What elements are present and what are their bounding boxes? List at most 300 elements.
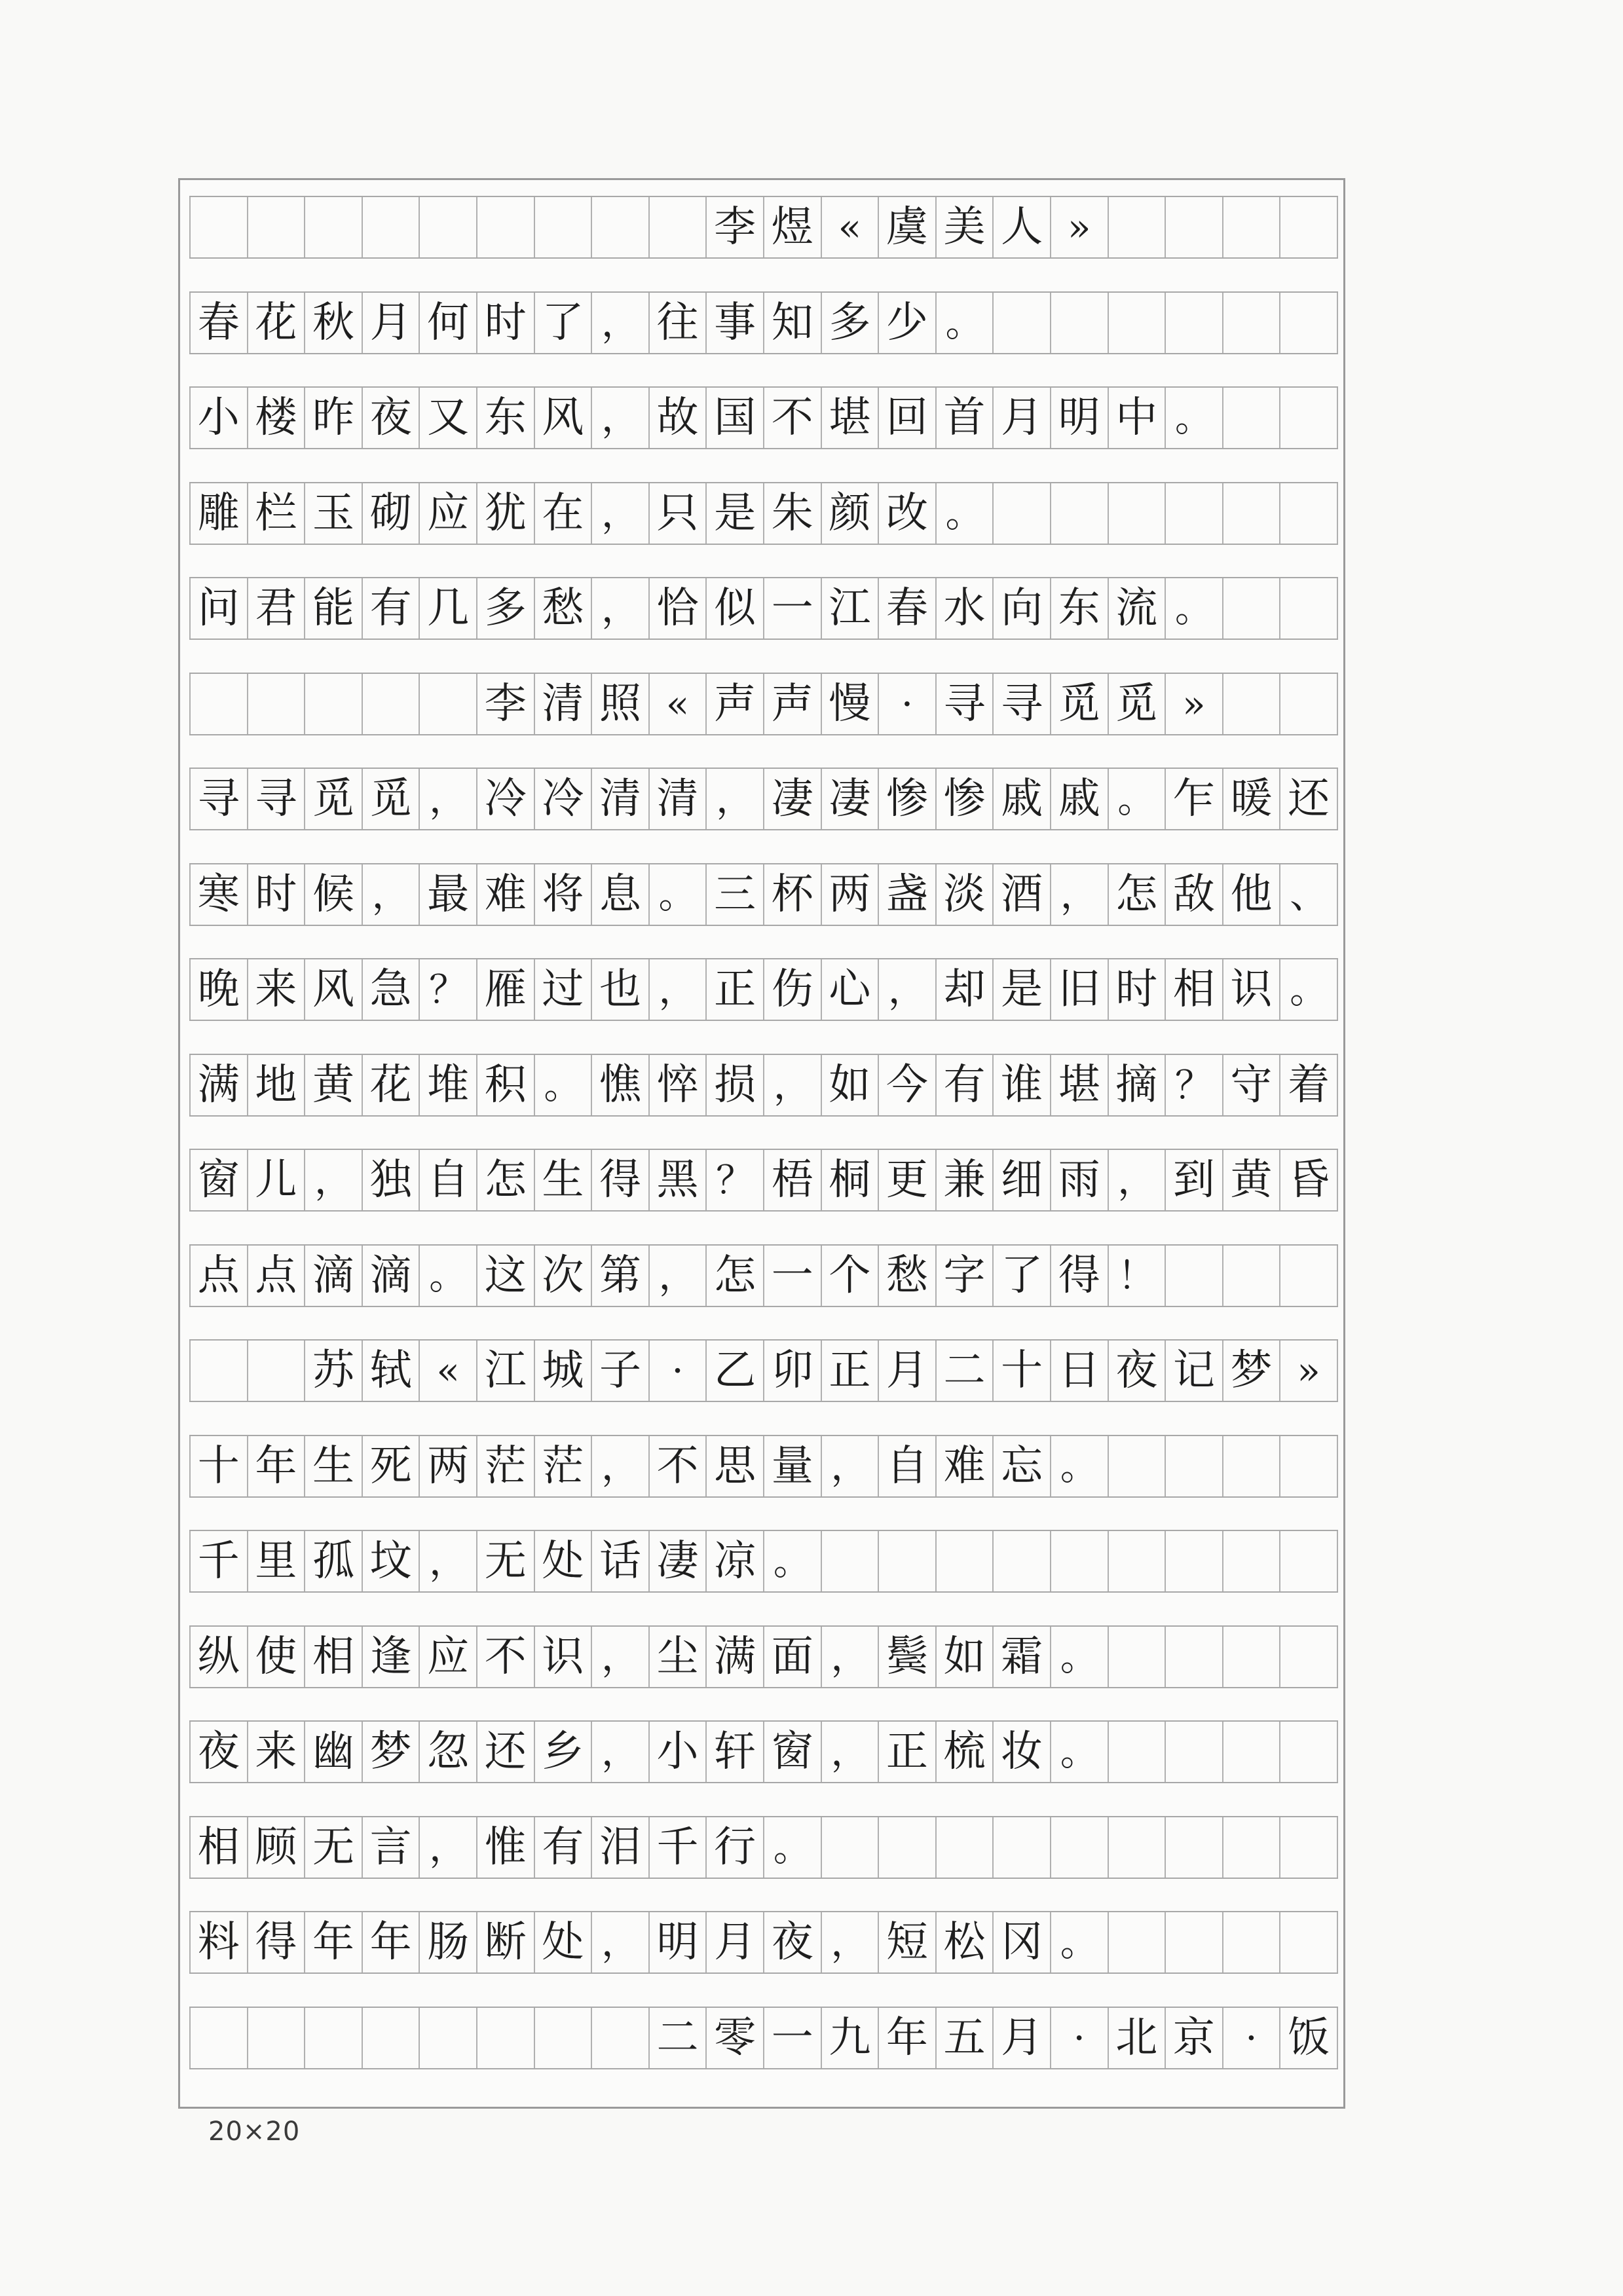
grid-cell <box>1108 1912 1165 1972</box>
poem-line-row <box>189 1720 1338 1783</box>
grid-cell <box>992 483 1050 544</box>
grid-cell: 苏 <box>304 1341 362 1401</box>
grid-cell: 小 <box>648 1722 706 1782</box>
grid-cell: 事 <box>705 293 763 353</box>
grid-cell: 肠 <box>419 1912 476 1972</box>
grid-cell: 生 <box>534 1150 591 1210</box>
grid-cell <box>1279 578 1338 639</box>
grid-cell <box>1222 1436 1280 1496</box>
grid-cell: 年 <box>247 1436 305 1496</box>
grid-cell: 自 <box>878 1436 935 1496</box>
grid-cell: 虞 <box>878 197 935 257</box>
grid-cell: 北 <box>1108 2008 1165 2068</box>
grid-cell: · <box>878 674 935 734</box>
grid-cell <box>992 293 1050 353</box>
grid-cell: 是 <box>992 959 1050 1020</box>
grid-cell: 又 <box>419 388 476 448</box>
poem-line-row <box>189 386 1338 449</box>
grid-cell: 话 <box>591 1531 648 1591</box>
poem-line-row <box>189 1435 1338 1498</box>
grid-cell <box>1165 1722 1222 1782</box>
grid-cell: 。 <box>1108 769 1165 829</box>
grid-cell: 九 <box>821 2008 878 2068</box>
grid-cell <box>878 1817 935 1878</box>
grid-cell: ， <box>1050 864 1108 925</box>
grid-cell: 一 <box>763 1246 821 1306</box>
grid-cell: 月 <box>362 293 419 353</box>
grid-cell <box>247 674 305 734</box>
grid-cell: 着 <box>1279 1055 1338 1115</box>
grid-cell: 千 <box>189 1531 247 1591</box>
grid-cell: ， <box>591 1627 648 1687</box>
grid-cell <box>1222 1627 1280 1687</box>
grid-cell: 言 <box>362 1817 419 1878</box>
grid-cell: 京 <box>1165 2008 1222 2068</box>
grid-cell <box>1222 388 1280 448</box>
grid-cell: 夜 <box>189 1722 247 1782</box>
grid-cell: 觅 <box>362 769 419 829</box>
grid-cell: 觅 <box>1050 674 1108 734</box>
grid-cell: 故 <box>648 388 706 448</box>
grid-cell: 也 <box>591 959 648 1020</box>
grid-cell <box>189 2008 247 2068</box>
grid-size-label: 20×20 <box>208 2117 301 2147</box>
grid-cell: 更 <box>878 1150 935 1210</box>
grid-cell <box>648 197 706 257</box>
grid-cell: 雕 <box>189 483 247 544</box>
grid-cell: 东 <box>476 388 534 448</box>
grid-cell: 损 <box>705 1055 763 1115</box>
grid-writing-sheet <box>178 178 1345 2109</box>
grid-cell: 冷 <box>534 769 591 829</box>
grid-cell: 时 <box>476 293 534 353</box>
grid-cell <box>992 1531 1050 1591</box>
grid-cell: 寻 <box>189 769 247 829</box>
grid-cell: ， <box>591 1722 648 1782</box>
grid-cell: 多 <box>476 578 534 639</box>
grid-cell <box>1279 1246 1338 1306</box>
grid-cell: 慢 <box>821 674 878 734</box>
grid-cell: 不 <box>763 388 821 448</box>
grid-cell: 敌 <box>1165 864 1222 925</box>
grid-cell: 二 <box>935 1341 993 1401</box>
grid-cell: 悴 <box>648 1055 706 1115</box>
grid-cell <box>1165 1246 1222 1306</box>
grid-cell: 今 <box>878 1055 935 1115</box>
grid-cell <box>476 197 534 257</box>
grid-cell <box>247 1341 305 1401</box>
grid-cell: 处 <box>534 1531 591 1591</box>
poem-title-row <box>189 1339 1338 1402</box>
grid-cell: ， <box>419 769 476 829</box>
grid-cell: 花 <box>247 293 305 353</box>
grid-cell: 昏 <box>1279 1150 1338 1210</box>
grid-cell <box>534 197 591 257</box>
grid-cell: 梳 <box>935 1722 993 1782</box>
grid-cell: 得 <box>247 1912 305 1972</box>
grid-cell <box>1279 1912 1338 1972</box>
grid-cell <box>1222 197 1280 257</box>
grid-cell: 凄 <box>648 1531 706 1591</box>
grid-cell: 凉 <box>705 1531 763 1591</box>
grid-cell: 流 <box>1108 578 1165 639</box>
grid-cell: 风 <box>534 388 591 448</box>
grid-cell <box>935 1531 993 1591</box>
grid-cell: 息 <box>591 864 648 925</box>
grid-cell: 幽 <box>304 1722 362 1782</box>
grid-cell: 。 <box>534 1055 591 1115</box>
grid-cell: 正 <box>821 1341 878 1401</box>
grid-cell: 秋 <box>304 293 362 353</box>
grid-cell: 恰 <box>648 578 706 639</box>
grid-cell: 寻 <box>247 769 305 829</box>
grid-cell <box>1222 293 1280 353</box>
grid-cell: 觅 <box>304 769 362 829</box>
grid-cell: 杯 <box>763 864 821 925</box>
poem-line-row <box>189 482 1338 545</box>
grid-cell <box>1222 1722 1280 1782</box>
grid-cell: ， <box>705 769 763 829</box>
grid-cell: 得 <box>1050 1246 1108 1306</box>
grid-cell <box>1165 1531 1222 1591</box>
grid-cell: 寻 <box>935 674 993 734</box>
grid-cell: ， <box>821 1912 878 1972</box>
grid-cell: 滴 <box>362 1246 419 1306</box>
grid-cell: ， <box>419 1531 476 1591</box>
grid-cell: 是 <box>705 483 763 544</box>
grid-cell: 次 <box>534 1246 591 1306</box>
grid-cell: 十 <box>992 1341 1050 1401</box>
grid-cell: ， <box>591 1912 648 1972</box>
grid-cell: 时 <box>1108 959 1165 1020</box>
grid-cell: · <box>648 1341 706 1401</box>
grid-cell: 个 <box>821 1246 878 1306</box>
grid-cell: 十 <box>189 1436 247 1496</box>
grid-cell <box>1222 1912 1280 1972</box>
grid-cell: 月 <box>878 1341 935 1401</box>
grid-cell: 细 <box>992 1150 1050 1210</box>
grid-cell: 愁 <box>534 578 591 639</box>
grid-cell: 寒 <box>189 864 247 925</box>
grid-cell: 一 <box>763 578 821 639</box>
grid-cell: 似 <box>705 578 763 639</box>
grid-cell: 。 <box>1165 388 1222 448</box>
grid-cell: 愁 <box>878 1246 935 1306</box>
grid-cell: ， <box>878 959 935 1020</box>
grid-cell <box>1165 1817 1222 1878</box>
grid-cell: ！ <box>1108 1246 1165 1306</box>
grid-cell <box>1108 293 1165 353</box>
grid-cell <box>1050 1531 1108 1591</box>
grid-cell <box>821 1531 878 1591</box>
grid-cell: 守 <box>1222 1055 1280 1115</box>
grid-cell: 向 <box>992 578 1050 639</box>
grid-cell <box>1165 483 1222 544</box>
grid-cell: 字 <box>935 1246 993 1306</box>
grid-cell <box>1279 483 1338 544</box>
grid-cell: 千 <box>648 1817 706 1878</box>
grid-cell: ， <box>304 1150 362 1210</box>
grid-cell <box>1279 1436 1338 1496</box>
grid-cell: 轼 <box>362 1341 419 1401</box>
grid-cell: 春 <box>189 293 247 353</box>
grid-cell: 堆 <box>419 1055 476 1115</box>
grid-cell: 了 <box>992 1246 1050 1306</box>
grid-cell <box>821 1817 878 1878</box>
grid-cell: 来 <box>247 1722 305 1782</box>
grid-cell: 正 <box>705 959 763 1020</box>
poem-line-row <box>189 863 1338 926</box>
grid-cell: ？ <box>1165 1055 1222 1115</box>
grid-cell: ， <box>591 388 648 448</box>
grid-cell: 满 <box>705 1627 763 1687</box>
grid-cell <box>362 674 419 734</box>
grid-cell <box>419 197 476 257</box>
grid-cell: 几 <box>419 578 476 639</box>
grid-cell: 。 <box>648 864 706 925</box>
grid-cell <box>189 1341 247 1401</box>
grid-cell <box>1279 1817 1338 1878</box>
poem-line-row <box>189 1054 1338 1117</box>
grid-cell: 年 <box>362 1912 419 1972</box>
grid-cell: 少 <box>878 293 935 353</box>
grid-cell: 处 <box>534 1912 591 1972</box>
grid-cell: 。 <box>1050 1436 1108 1496</box>
grid-cell: ， <box>591 293 648 353</box>
grid-cell: 还 <box>476 1722 534 1782</box>
grid-cell: 断 <box>476 1912 534 1972</box>
grid-cell <box>1279 197 1338 257</box>
grid-cell: 李 <box>476 674 534 734</box>
grid-cell: 颜 <box>821 483 878 544</box>
grid-cell: 五 <box>935 2008 993 2068</box>
grid-cell: 。 <box>1279 959 1338 1020</box>
grid-cell: 清 <box>534 674 591 734</box>
grid-cell: 正 <box>878 1722 935 1782</box>
grid-cell: 难 <box>935 1436 993 1496</box>
grid-cell: 江 <box>821 578 878 639</box>
grid-cell: 凄 <box>821 769 878 829</box>
grid-cell: 三 <box>705 864 763 925</box>
grid-cell: 尘 <box>648 1627 706 1687</box>
grid-cell: 短 <box>878 1912 935 1972</box>
poem-line-row <box>189 1530 1338 1593</box>
grid-cell: » <box>1165 674 1222 734</box>
grid-cell: ， <box>821 1722 878 1782</box>
grid-cell <box>1108 1722 1165 1782</box>
grid-cell: ？ <box>705 1150 763 1210</box>
grid-cell: 楼 <box>247 388 305 448</box>
grid-cell: 江 <box>476 1341 534 1401</box>
grid-cell: 自 <box>419 1150 476 1210</box>
grid-cell: 相 <box>1165 959 1222 1020</box>
grid-cell: 应 <box>419 1627 476 1687</box>
grid-cell: 问 <box>189 578 247 639</box>
grid-cell: 犹 <box>476 483 534 544</box>
grid-cell: 急 <box>362 959 419 1020</box>
grid-cell: 能 <box>304 578 362 639</box>
grid-cell <box>247 197 305 257</box>
grid-cell: 旧 <box>1050 959 1108 1020</box>
grid-cell: 。 <box>1050 1912 1108 1972</box>
grid-cell: 往 <box>648 293 706 353</box>
grid-cell: 戚 <box>992 769 1050 829</box>
grid-cell: 霜 <box>992 1627 1050 1687</box>
grid-cell <box>419 674 476 734</box>
grid-cell: 夜 <box>1108 1341 1165 1401</box>
grid-cell <box>1222 578 1280 639</box>
grid-cell: 风 <box>304 959 362 1020</box>
grid-cell: 两 <box>821 864 878 925</box>
grid-cell <box>247 2008 305 2068</box>
grid-cell: 点 <box>189 1246 247 1306</box>
grid-cell: 候 <box>304 864 362 925</box>
grid-cell: 了 <box>534 293 591 353</box>
grid-cell: 乍 <box>1165 769 1222 829</box>
grid-cell: 死 <box>362 1436 419 1496</box>
grid-cell: « <box>648 674 706 734</box>
grid-cell <box>878 1531 935 1591</box>
grid-cell: 到 <box>1165 1150 1222 1210</box>
grid-cell: 。 <box>1165 578 1222 639</box>
grid-cell: ， <box>763 1055 821 1115</box>
grid-cell: 乙 <box>705 1341 763 1401</box>
grid-cell: 最 <box>419 864 476 925</box>
grid-cell: 坟 <box>362 1531 419 1591</box>
grid-cell: 夜 <box>763 1912 821 1972</box>
grid-cell: 使 <box>247 1627 305 1687</box>
grid-cell: 堪 <box>821 388 878 448</box>
poem-line-row <box>189 1911 1338 1974</box>
grid-cell <box>992 1817 1050 1878</box>
grid-cell: 兼 <box>935 1150 993 1210</box>
poem-title-row <box>189 673 1338 735</box>
grid-cell: 改 <box>878 483 935 544</box>
grid-cell: 将 <box>534 864 591 925</box>
grid-cell <box>1279 293 1338 353</box>
grid-cell <box>935 1817 993 1878</box>
grid-cell: 二 <box>648 2008 706 2068</box>
grid-cell: 。 <box>935 483 993 544</box>
grid-cell: 。 <box>763 1531 821 1591</box>
grid-cell: 声 <box>763 674 821 734</box>
grid-cell: 却 <box>935 959 993 1020</box>
grid-cell: 国 <box>705 388 763 448</box>
grid-cell: 子 <box>591 1341 648 1401</box>
poem-line-row <box>189 1625 1338 1688</box>
grid-cell: 难 <box>476 864 534 925</box>
grid-cell: 春 <box>878 578 935 639</box>
grid-cell: 君 <box>247 578 305 639</box>
grid-cell: 晚 <box>189 959 247 1020</box>
grid-cell: 朱 <box>763 483 821 544</box>
grid-cell: 怎 <box>476 1150 534 1210</box>
grid-cell: 年 <box>304 1912 362 1972</box>
grid-cell: 明 <box>1050 388 1108 448</box>
grid-cell: 他 <box>1222 864 1280 925</box>
grid-cell: 忽 <box>419 1722 476 1782</box>
grid-cell: 纵 <box>189 1627 247 1687</box>
grid-cell: 盏 <box>878 864 935 925</box>
grid-cell: 妆 <box>992 1722 1050 1782</box>
grid-cell: 点 <box>247 1246 305 1306</box>
poem-line-row <box>189 1149 1338 1212</box>
grid-cell: 城 <box>534 1341 591 1401</box>
grid-cell: 水 <box>935 578 993 639</box>
grid-cell: 如 <box>935 1627 993 1687</box>
grid-cell: 憔 <box>591 1055 648 1115</box>
grid-cell: 识 <box>1222 959 1280 1020</box>
grid-cell: 玉 <box>304 483 362 544</box>
grid-cell <box>189 674 247 734</box>
grid-cell: 觅 <box>1108 674 1165 734</box>
grid-cell: 窗 <box>763 1722 821 1782</box>
grid-cell <box>1222 1246 1280 1306</box>
grid-cell: 这 <box>476 1246 534 1306</box>
grid-cell: 有 <box>534 1817 591 1878</box>
grid-cell: 量 <box>763 1436 821 1496</box>
grid-cell <box>1165 197 1222 257</box>
grid-cell <box>1222 483 1280 544</box>
grid-cell: 煜 <box>763 197 821 257</box>
grid-cell: « <box>821 197 878 257</box>
grid-cell <box>1165 1436 1222 1496</box>
grid-cell: 零 <box>705 2008 763 2068</box>
poem-line-row <box>189 958 1338 1021</box>
grid-cell: 有 <box>935 1055 993 1115</box>
grid-cell <box>362 197 419 257</box>
grid-cell: 。 <box>1050 1627 1108 1687</box>
grid-cell: 月 <box>992 388 1050 448</box>
grid-cell <box>1108 483 1165 544</box>
grid-cell: 、 <box>1279 864 1338 925</box>
grid-cell: 回 <box>878 388 935 448</box>
grid-cell <box>419 2008 476 2068</box>
grid-cell: 凄 <box>763 769 821 829</box>
grid-cell: 夜 <box>362 388 419 448</box>
grid-cell <box>1165 1627 1222 1687</box>
poem-line-row <box>189 291 1338 354</box>
grid-cell: 惨 <box>935 769 993 829</box>
grid-cell: 泪 <box>591 1817 648 1878</box>
grid-cell: 孤 <box>304 1531 362 1591</box>
grid-cell: 知 <box>763 293 821 353</box>
grid-cell: ， <box>648 1246 706 1306</box>
grid-cell: ， <box>821 1627 878 1687</box>
grid-cell: 只 <box>648 483 706 544</box>
grid-cell: ， <box>591 483 648 544</box>
grid-cell <box>591 197 648 257</box>
grid-cell: 李 <box>705 197 763 257</box>
grid-cell: 积 <box>476 1055 534 1115</box>
grid-cell: · <box>1222 2008 1280 2068</box>
grid-cell: 怎 <box>1108 864 1165 925</box>
grid-cell: ？ <box>419 959 476 1020</box>
grid-cell: 茫 <box>534 1436 591 1496</box>
grid-cell: 相 <box>189 1817 247 1878</box>
grid-cell <box>1279 1627 1338 1687</box>
grid-cell: 月 <box>992 2008 1050 2068</box>
grid-cell <box>1108 197 1165 257</box>
grid-cell: 应 <box>419 483 476 544</box>
grid-cell: 得 <box>591 1150 648 1210</box>
grid-cell: ， <box>591 1436 648 1496</box>
grid-cell <box>1279 1722 1338 1782</box>
grid-cell <box>1165 293 1222 353</box>
grid-cell: 摘 <box>1108 1055 1165 1115</box>
grid-cell <box>1050 1817 1108 1878</box>
grid-cell: 行 <box>705 1817 763 1878</box>
